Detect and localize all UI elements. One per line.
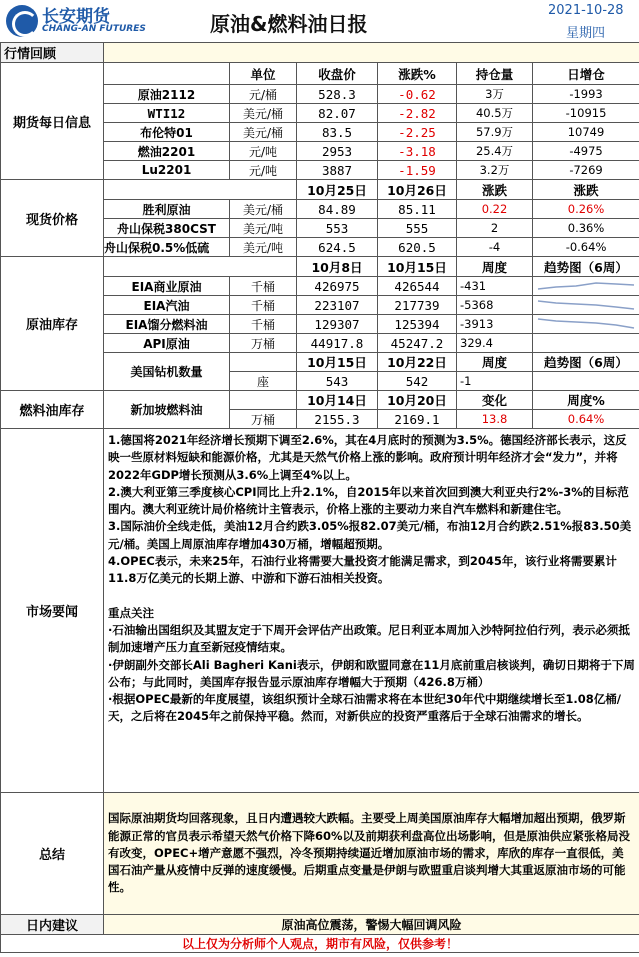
stock-change: -5368 (457, 296, 533, 315)
rig-value-2: 542 (378, 372, 457, 391)
col-change: 涨跌% (378, 63, 457, 85)
oi-change: -1993 (533, 85, 639, 104)
stock-name: API原油 (104, 334, 230, 353)
stock-name: EIA馏分燃料油 (104, 315, 230, 334)
market-review-label: 行情回顾 (1, 43, 104, 63)
stock-value-1: 44917.8 (297, 334, 378, 353)
open-interest: 3.2万 (457, 161, 533, 180)
spot-section-label: 现货价格 (1, 180, 104, 257)
unit: 千桶 (230, 277, 297, 296)
spot-change: 2 (457, 219, 533, 238)
unit: 美元/吨 (230, 238, 297, 257)
spot-value-1: 624.5 (297, 238, 378, 257)
sparkline-icon (536, 316, 636, 330)
fuel-stock-section-label: 燃料油库存 (1, 391, 104, 429)
spot-col-change: 涨跌 (457, 180, 533, 200)
close-price: 3887 (297, 161, 378, 180)
sparkline-icon (536, 278, 636, 292)
stock-value-1: 129307 (297, 315, 378, 334)
stock-col-trend: 趋势图（6周） (533, 257, 639, 277)
rig-col-trend: 趋势图（6周） (533, 353, 639, 372)
fuel-value-1: 2155.3 (297, 410, 378, 429)
unit: 美元/桶 (230, 123, 297, 142)
col-oi: 持仓量 (457, 63, 533, 85)
unit: 美元/吨 (230, 219, 297, 238)
trend-sparkline (533, 296, 639, 315)
oi-change: -4975 (533, 142, 639, 161)
unit: 千桶 (230, 296, 297, 315)
stock-value-2: 217739 (378, 296, 457, 315)
spot-col-pct: 涨跌 (533, 180, 639, 200)
futures-header-blank (104, 63, 230, 85)
news-section-label: 市场要闻 (1, 429, 104, 793)
spot-col-date1: 10月25日 (297, 180, 378, 200)
news-paragraph: 1.德国将2021年经济增长预期下调至2.6%，其在4月底时的预测为3.5%。德国经济部长表示，这反映一些原材料短缺和能源价格，尤其是天然气价格上涨的影响。政府预计明年经济才会“发力”，并将2022年GDP增长预测从3.6%上调至4%以上。 (108, 433, 627, 482)
spot-pct: -0.64% (533, 238, 639, 257)
stock-value-2: 125394 (378, 315, 457, 334)
brand-name: 长安期货 (42, 7, 110, 27)
unit: 美元/桶 (230, 200, 297, 219)
change-pct: -2.82 (378, 104, 457, 123)
oi-change: -10915 (533, 104, 639, 123)
spot-header-blank (104, 180, 297, 200)
trend-sparkline (533, 334, 639, 353)
oi-change: 10749 (533, 123, 639, 142)
sparkline-icon (536, 297, 636, 311)
futures-section-label: 期货每日信息 (1, 63, 104, 180)
report-header (0, 0, 639, 42)
unit: 座 (230, 372, 297, 391)
spot-pct: 0.26% (533, 200, 639, 219)
news-paragraph: 4.OPEC表示，未来25年，石油行业将需要大量投资才能满足需求，到2045年，该行业将需要累计11.8万亿美元的长期上游、中游和下游石油相关投资。 (108, 554, 617, 586)
contract-name: 布伦特01 (104, 123, 230, 142)
unit: 元/桶 (230, 85, 297, 104)
spot-pct: 0.36% (533, 219, 639, 238)
fuel-col-change: 变化 (457, 391, 533, 410)
company-logo-icon (6, 5, 38, 37)
spot-change: 0.22 (457, 200, 533, 219)
report-title: 原油&燃料油日报 (210, 12, 368, 36)
unit: 万桶 (230, 410, 297, 429)
contract-name: 原油2112 (104, 85, 230, 104)
close-price: 528.3 (297, 85, 378, 104)
brand-name-en: CHANG-AN FUTURES (42, 24, 146, 34)
spot-value-1: 84.89 (297, 200, 378, 219)
stock-col-date2: 10月15日 (378, 257, 457, 277)
summary-text: 国际原油期货均回落现象，且日内遭遇较大跌幅。主要受上周美国原油库存大幅增加超出预期，俄罗斯能源正常的官员表示希望天然气价格下降60%以及前期获利盘高位出场影响，但是原油供应紧张格局没有改变，OPEC+增产意愿不强烈，冷冬预期持续逼近增加原油市场的需求，库欣的库存一直很低，美国石油产量从疫情中反弹的速度缓慢。后期重点变量是伊朗与欧盟重启谈判增大其重返原油市场的可能性。 (104, 793, 639, 915)
news-paragraph: 2.澳大利亚第三季度核心CPI同比上升2.1%，自2015年以来首次回到澳大利亚央行2%-3%的目标范围内。澳大利亚统计局价格统计主管表示，价格上涨的主要动力来自汽车燃料和新建住宅。 (108, 484, 629, 517)
unit: 美元/桶 (230, 104, 297, 123)
unit: 元/吨 (230, 142, 297, 161)
market-review-bar (104, 43, 639, 63)
news-paragraph: 3.国际油价全线走低，美油12月合约跌3.05%报82.07美元/桶，布油12月合约跌2.51%报83.50美元/桶。美国上周原油库存增加430万桶，增幅超预期。 (108, 519, 632, 551)
close-price: 2953 (297, 142, 378, 161)
stock-name: EIA商业原油 (104, 277, 230, 296)
spot-name: 胜利原油 (104, 200, 230, 219)
spot-name: 舟山保税0.5%低硫 (104, 238, 230, 257)
stock-value-2: 45247.2 (378, 334, 457, 353)
spot-name: 舟山保税380CST (104, 219, 230, 238)
spot-value-2: 620.5 (378, 238, 457, 257)
stock-change: 329.4 (457, 334, 533, 353)
stock-col-date1: 10月8日 (297, 257, 378, 277)
oi-change: -7269 (533, 161, 639, 180)
change-pct: -2.25 (378, 123, 457, 142)
open-interest: 57.9万 (457, 123, 533, 142)
spot-value-2: 555 (378, 219, 457, 238)
fuel-header-blank (230, 391, 297, 410)
rig-header-blank (230, 353, 297, 372)
report-date: 2021-10-28 (548, 3, 624, 18)
report-weekday: 星期四 (566, 26, 606, 41)
fuel-col-date2: 10月20日 (378, 391, 457, 410)
fuel-col-pct: 周度% (533, 391, 639, 410)
col-oi-change: 日增仓 (533, 63, 639, 85)
close-price: 82.07 (297, 104, 378, 123)
fuel-change: 13.8 (457, 410, 533, 429)
change-pct: -3.18 (378, 142, 457, 161)
stock-value-2: 426544 (378, 277, 457, 296)
news-content (104, 429, 639, 793)
rig-col-date1: 10月15日 (297, 353, 378, 372)
change-pct: -0.62 (378, 85, 457, 104)
stock-name: EIA汽油 (104, 296, 230, 315)
fuel-pct: 0.64% (533, 410, 639, 429)
open-interest: 3万 (457, 85, 533, 104)
fuel-stock-name: 新加坡燃料油 (104, 391, 230, 429)
contract-name: 燃油2201 (104, 142, 230, 161)
crude-stock-section-label: 原油库存 (1, 257, 104, 391)
fuel-value-2: 2169.1 (378, 410, 457, 429)
rig-col-date2: 10月22日 (378, 353, 457, 372)
rig-value-1: 543 (297, 372, 378, 391)
stock-header-blank (104, 257, 297, 277)
disclaimer: 以上仅为分析师个人观点，期市有风险，仅供参考！ (1, 935, 639, 953)
spot-value-1: 553 (297, 219, 378, 238)
rig-change: -1 (457, 372, 533, 391)
trend-sparkline (533, 315, 639, 334)
open-interest: 25.4万 (457, 142, 533, 161)
change-pct: -1.59 (378, 161, 457, 180)
news-paragraph: ·石油输出国组织及其盟友定于下周开会评估产出政策。尼日利亚本周加入沙特阿拉伯行列，表示必须抵制加速增产压力直至新冠疫情结束。 (108, 622, 630, 655)
stock-col-weekly: 周度 (457, 257, 533, 277)
stock-value-1: 426975 (297, 277, 378, 296)
news-paragraph: ·伊朗副外交部长Ali Bagheri Kani表示，伊朗和欧盟同意在11月底前重启核谈判，确切日期将于下周公布；与此同时，美国库存报告显示原油库存增幅大于预期（426.8万桶） (108, 657, 635, 689)
news-paragraph: ·根据OPEC最新的年度展望，该组织预计全球石油需求将在本世纪30年代中期继续增长至1.08亿桶/天，之后将在2045年之前保持平稳。然而，对新供应的投资严重落后于全球石油需求的增长。 (108, 692, 621, 724)
advice-text: 原油高位震荡，警惕大幅回调风险 (104, 915, 639, 935)
stock-change: -431 (457, 277, 533, 296)
stock-change: -3913 (457, 315, 533, 334)
contract-name: WTI12 (104, 104, 230, 123)
trend-sparkline (533, 277, 639, 296)
summary-section-label: 总结 (1, 793, 104, 915)
spot-col-date2: 10月26日 (378, 180, 457, 200)
rig-col-weekly: 周度 (457, 353, 533, 372)
unit: 千桶 (230, 315, 297, 334)
advice-section-label: 日内建议 (1, 915, 104, 935)
col-close: 收盘价 (297, 63, 378, 85)
report-table (0, 42, 639, 953)
rig-count-name: 美国钻机数量 (104, 353, 230, 391)
trend-sparkline (533, 372, 639, 391)
fuel-col-date1: 10月14日 (297, 391, 378, 410)
focus-heading: 重点关注 (108, 605, 154, 620)
unit: 万桶 (230, 334, 297, 353)
col-unit: 单位 (230, 63, 297, 85)
spot-value-2: 85.11 (378, 200, 457, 219)
close-price: 83.5 (297, 123, 378, 142)
stock-value-1: 223107 (297, 296, 378, 315)
contract-name: Lu2201 (104, 161, 230, 180)
unit: 元/吨 (230, 161, 297, 180)
spot-change: -4 (457, 238, 533, 257)
open-interest: 40.5万 (457, 104, 533, 123)
